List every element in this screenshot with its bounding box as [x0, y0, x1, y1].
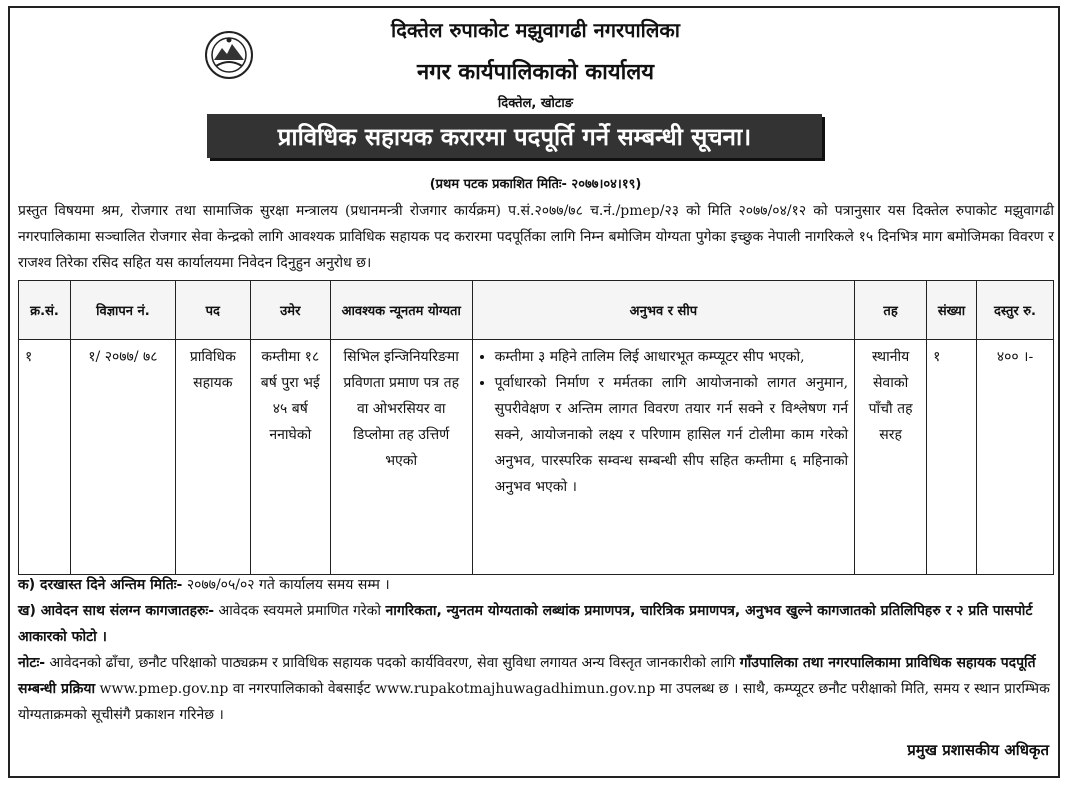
note-links-text: www.pmep.gov.np वा नगरपालिकाको वेबसाईट www.rupakotmajhuwagadhimun.gov.np मा उपलब्ध छ । साथै, कम्प्यूटर छनौट परीक्षाको मिति, समय र स्थान प्रारम्भिक योग्यताक्रमको सूचीसंगै प्रकाशन गरिनेछ । [18, 681, 1050, 723]
table-row [19, 340, 1054, 575]
col-header-post: पद [175, 281, 250, 340]
cell-sn: १ [19, 340, 71, 575]
office-name: नगर कार्यपालिकाको कार्यालय [417, 60, 654, 85]
office-location: दिक्तेल, खोटाङ [497, 96, 574, 111]
intro-paragraph: प्रस्तुत विषयमा श्रम, रोजगार तथा सामाजिक सुरक्षा मन्त्रालय (प्रधानमन्त्री रोजगार कार्यक्रम) प.सं.२०७७/७८ च.नं./pmep/२३ को मिति २०७७/०४/१२ को पत्रानुसार यस दिक्तेल रुपाकोट मझुवागढी नगरपालिकामा सञ्चालित रोजगार सेवा केन्द्रको लागि आवश्यक प्राविधिक सहायक पद करारमा पदपूर्तिका लागि निम्न बमोजिम योग्यता पुगेका इच्छुक नेपाली नागरिकले १५ दिनभित्र माग बमोजिमका विवरण र राजश्व तिरेका रसिद सहित यस कार्यालयमा निवेदन दिनुहुन अनुरोध छ। [18, 203, 1054, 271]
cell-qualification: सिभिल इन्जिनियरिङमा प्रविणता प्रमाण पत्र तह वा ओभरसियर वा डिप्लोमा तह उत्तिर्ण भएको [330, 340, 472, 575]
deadline-label: क) दरखास्त दिने अन्तिम मितिः- [18, 577, 183, 593]
notice-title: प्राविधिक सहायक करारमा पदपूर्ति गर्ने सम्बन्धी सूचना। [207, 114, 822, 158]
documents-list: नागरिकता, न्युनतम योग्यताको लब्धांक प्रमाणपत्र, चारित्रिक प्रमाणपत्र, अनुभव खुल्ने कागजातको प्रतिलिपिहरु र २ प्रति पासपोर्ट आकारको फोटो । [18, 603, 1033, 645]
cell-fee: ४०० ।- [977, 340, 1054, 575]
publish-date: (प्रथम पटक प्रकाशित मितिः- २०७७।०४।१९) [429, 177, 642, 192]
note-process-title: गाँउपालिका तथा नगरपालिकामा प्राविधिक सहायक पदपूर्ति सम्बन्धी प्रक्रिया [18, 655, 1036, 697]
col-header-qualification: आवश्यक न्यूनतम योग्यता [330, 281, 472, 340]
table-header-row [19, 281, 1054, 340]
cell-count: १ [927, 340, 977, 575]
col-header-sn: क्र.सं. [19, 281, 71, 340]
vacancy-table [18, 280, 1054, 575]
col-header-ad-no: विज्ञापन नं. [70, 281, 175, 340]
deadline-note [18, 572, 1054, 598]
cell-age: कम्तीमा १८ बर्ष पुरा भई ४५ बर्ष ननाघेको [250, 340, 330, 575]
cell-experience [472, 340, 854, 575]
experience-item: • कम्तीमा ३ महिने तालिम लिई आधारभूत कम्प्यूटर सीप भएको, [495, 344, 848, 370]
notes-section [18, 572, 1054, 728]
signature-title: प्रमुख प्रशासकीय अधिकृत [907, 741, 1049, 759]
col-header-level: तह [855, 281, 927, 340]
col-header-experience: अनुभव र सीप [472, 281, 854, 340]
documents-note [18, 598, 1054, 650]
documents-text: आवेदक स्वयमले प्रमाणित गरेको [218, 603, 382, 619]
cell-post: प्राविधिक सहायक [175, 340, 250, 575]
deadline-text: २०७७/०५/०२ गते कार्यालय समय सम्म । [186, 577, 390, 593]
col-header-count: संख्या [927, 281, 977, 340]
cell-ad-no: १/ २०७७/ ७८ [70, 340, 175, 575]
experience-item: • पूर्वाधारको निर्माण र मर्मतका लागि आयोजनाको लागत अनुमान, सुपरीवेक्षण र अन्तिम लागत विवरण तयार गर्न सक्ने र विश्लेषण गर्न सक्ने, आयोजनाको लक्ष्य र परिणाम हासिल गर्न टोलीमा काम गरेको अनुभव, पारस्परिक सम्वन्ध सम्बन्धी सीप सहित कम्तीमा ६ महिनाको अनुभव भएको । [495, 370, 848, 500]
note-text: आवेदनको ढाँचा, छनौट परिक्षाको पाठ्यक्रम र प्राविधिक सहायक पदको कार्यविवरण, सेवा सुविधा लगायत अन्य विस्तृत जानकारीको लागि [49, 655, 736, 671]
cell-level: स्थानीय सेवाको पाँचौ तह सरह [855, 340, 927, 575]
col-header-fee: दस्तुर रु. [977, 281, 1054, 340]
municipality-name: दिक्तेल रुपाकोट मझुवागढी नगरपालिका [391, 18, 680, 42]
note-label: नोटः- [18, 655, 46, 671]
documents-label: ख) आवेदन साथ संलग्न कागजातहरुः- [18, 603, 215, 619]
general-note [18, 650, 1054, 728]
col-header-age: उमेर [250, 281, 330, 340]
